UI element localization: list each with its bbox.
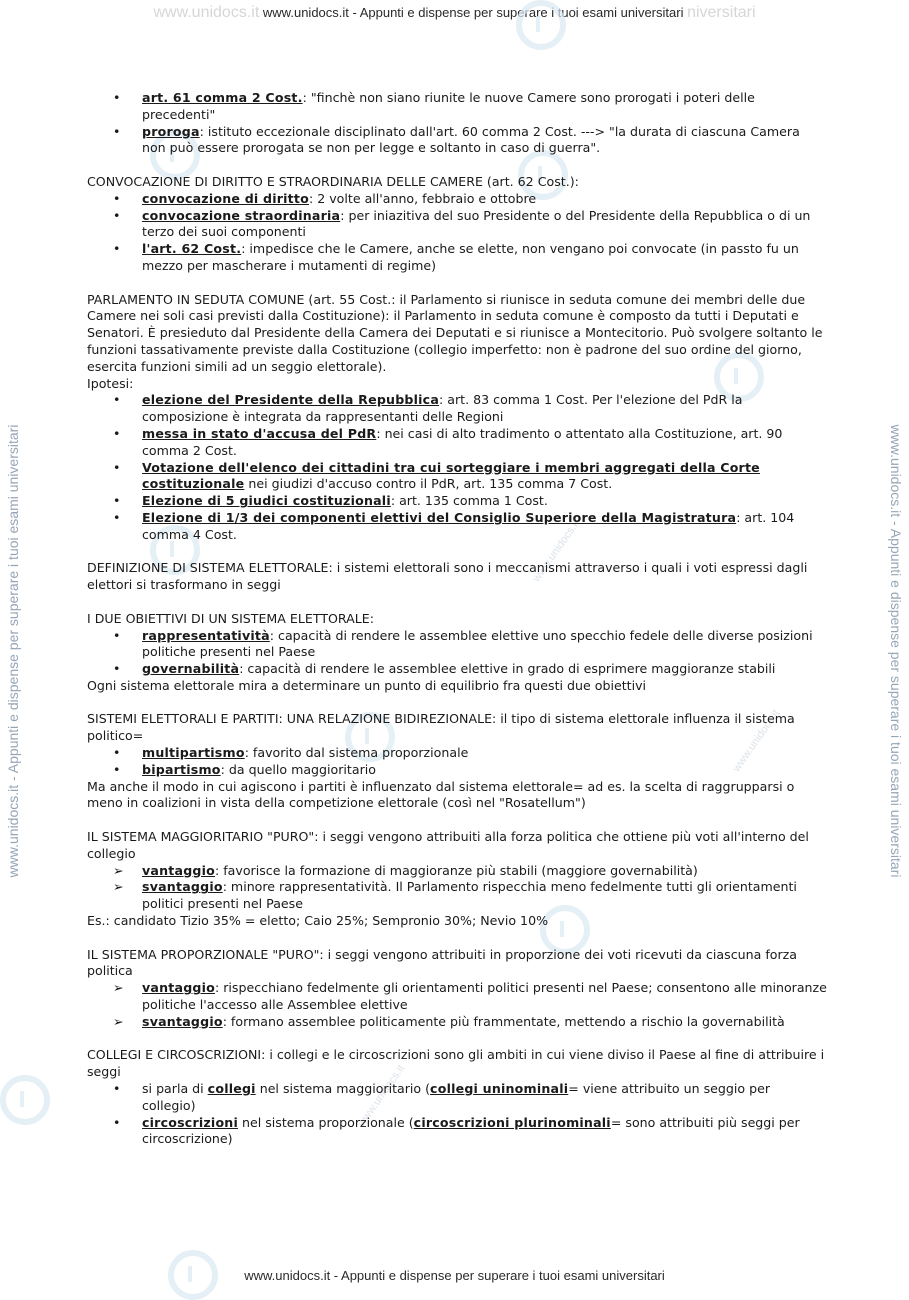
term: messa in stato d'accusa del PdR <box>142 425 377 441</box>
term: governabilità <box>142 661 240 677</box>
bullet-icon: • <box>113 207 121 223</box>
bullet-icon: • <box>113 745 121 761</box>
item-text: : nei casi di alto tradimento o attentato alla Costituzione, art. 90 comma 2 Cost. <box>142 425 783 458</box>
list-item <box>87 191 827 208</box>
paragraph: Ipotesi: <box>87 375 134 391</box>
bullet-icon: • <box>113 509 121 525</box>
bullet-icon: • <box>113 661 121 677</box>
term: art. 61 comma 2 Cost. <box>142 90 303 105</box>
watermark-footer <box>0 1268 909 1283</box>
watermark-ghost-right: niversitari <box>687 4 756 21</box>
paragraph-gap <box>87 157 827 174</box>
item-text: : minore rappresentatività. Il Parlamento rispecchia meno fedelmente tutti gli orientamenti politici presenti nel Paese <box>142 879 797 912</box>
term-underlined: collegi uninominali <box>430 1081 569 1097</box>
paragraph: Ogni sistema elettorale mira a determinare un punto di equilibrio fra questi due obiettivi <box>87 677 647 693</box>
term: Votazione dell'elenco dei cittadini tra cui sorteggiare i membri aggregati della Corte costituzionale <box>142 459 760 492</box>
paragraph: IL SISTEMA PROPORZIONALE "PURO": i seggi vengono attribuiti in proporzione dei voti ricevuti da ciascuna forza politica <box>87 946 797 979</box>
bullet-icon: • <box>113 190 121 206</box>
item-text: : art. 104 comma 4 Cost. <box>142 509 795 542</box>
watermark-side-right: www.unidocs.it - Appunti e dispense per superare i tuoi esami universitari <box>888 424 904 878</box>
bullet-list <box>87 745 827 779</box>
list-item <box>87 460 827 494</box>
term: elezione del Presidente della Repubblica <box>142 392 440 408</box>
list-item <box>87 863 827 880</box>
paragraph-gap <box>87 930 827 947</box>
bullet-icon: • <box>113 459 121 475</box>
bullet-list <box>87 863 827 913</box>
term: proroga <box>142 123 200 139</box>
term: Elezione di 1/3 dei componenti elettivi del Consiglio Superiore della Magistratura <box>142 509 737 525</box>
paragraph: Es.: candidato Tizio 35% = eletto; Caio 25%; Sempronio 30%; Nevio 10% <box>87 913 549 929</box>
watermark-header <box>0 4 909 22</box>
item-text: : "finchè non siano riunite le nuove Camere sono prorogati i poteri delle precedenti" <box>142 90 755 122</box>
list-item <box>87 392 827 426</box>
item-text: : favorito dal sistema proporzionale <box>244 745 469 761</box>
list-item <box>87 879 827 913</box>
bullet-icon: • <box>113 241 121 257</box>
paragraph-gap <box>87 812 827 829</box>
list-item <box>87 1081 827 1115</box>
bullet-icon: • <box>113 761 121 777</box>
list-item <box>87 1014 827 1031</box>
list-item <box>87 980 827 1014</box>
item-text: : art. 83 comma 1 Cost. Per l'elezione del PdR la composizione è integrata da rappresentanti delle Regioni <box>142 392 743 425</box>
bullet-list <box>87 980 827 1030</box>
list-item <box>87 628 827 662</box>
list-item <box>87 426 827 460</box>
paragraph: IL SISTEMA MAGGIORITARIO "PURO": i seggi vengono attribuiti alla forza politica che ottiene più voti all'interno del collegio <box>87 829 809 861</box>
term: vantaggio <box>142 980 215 996</box>
arrow-bullet-icon: ➢ <box>113 862 124 878</box>
list-item <box>87 208 827 242</box>
item-text: nel sistema maggioritario ( <box>255 1081 431 1097</box>
paragraph-gap <box>87 594 827 611</box>
list-item <box>87 241 827 275</box>
term: multipartismo <box>142 745 245 761</box>
term: svantaggio <box>142 1013 223 1029</box>
watermark-side-left: www.unidocs.it - Appunti e dispense per superare i tuoi esami universitari <box>5 424 21 878</box>
term: convocazione di diritto <box>142 190 309 206</box>
bullet-list <box>87 1081 827 1148</box>
bullet-list <box>87 392 827 543</box>
term: convocazione straordinaria <box>142 207 341 223</box>
item-text: : formano assemblee politicamente più frammentate, mettendo a rischio la governabilità <box>222 1013 785 1029</box>
paragraph: Ma anche il modo in cui agiscono i partiti è influenzato dal sistema elettorale= ad es. la scelta di raggrupparsi o meno in coalizioni in vista della competizione elettorale (così nel "Rosatellum") <box>87 778 795 811</box>
watermark-footer-text: www.unidocs.it - Appunti e dispense per superare i tuoi esami universitari <box>244 1268 665 1283</box>
term: svantaggio <box>142 879 223 895</box>
term-underlined: circoscrizioni <box>142 1114 238 1130</box>
bullet-list <box>87 191 827 275</box>
term: l'art. 62 Cost. <box>142 241 242 257</box>
bullet-icon: • <box>113 1081 121 1097</box>
bullet-icon: • <box>113 627 121 643</box>
item-text: : art. 135 comma 1 Cost. <box>390 493 548 509</box>
item-text: : capacità di rendere le assemblee elettive uno specchio fedele delle diverse posizioni politiche presenti nel Paese <box>142 627 813 660</box>
watermark-ghost-left: www.unidocs.it <box>153 4 260 21</box>
arrow-bullet-icon: ➢ <box>113 879 124 895</box>
watermark-logo-icon <box>168 1250 218 1300</box>
watermark-diagonal: www.unidocs.it <box>355 1062 408 1130</box>
paragraph: PARLAMENTO IN SEDUTA COMUNE (art. 55 Cost.: il Parlamento si riunisce in seduta comune dei membri delle due Camere nei soli casi previsti dalla Costituzione): il Parlamento in seduta comune è composto da tutti i Deputati e Senatori. È presieduto dal Presidente della Camera dei Deputati e si riunisce a Montecitorio. Può svolgere soltanto le funzioni tassativamente previste dalla Costituzione (collegio imperfetto: non è padrone del suo ordine del giorno, esercita funzioni simili ad un seggio elettorale). <box>87 291 823 374</box>
list-item <box>87 745 827 762</box>
watermark-logo-icon <box>516 0 566 50</box>
list-item <box>87 493 827 510</box>
arrow-bullet-icon: ➢ <box>113 980 124 996</box>
list-item <box>87 90 827 124</box>
bullet-icon: • <box>113 493 121 509</box>
watermark-header-text: www.unidocs.it - Appunti e dispense per superare i tuoi esami universitari <box>262 5 684 20</box>
bullet-icon: • <box>113 425 121 441</box>
list-item <box>87 661 827 678</box>
bullet-list <box>87 90 827 157</box>
item-text: : impedisce che le Camere, anche se elette, non vengano poi convocate (in passto fu un mezzo per mascherare i mutamenti di regime) <box>142 241 799 273</box>
document-body <box>87 90 827 1148</box>
list-item <box>87 510 827 544</box>
item-text: nel sistema proporzionale ( <box>237 1114 414 1130</box>
item-text: : capacità di rendere le assemblee elettive in grado di esprimere maggioranze stabili <box>239 661 776 677</box>
paragraph: COLLEGI E CIRCOSCRIZIONI: i collegi e le circoscrizioni sono gli ambiti in cui viene diviso il Paese al fine di attribuire i seggi <box>87 1047 825 1080</box>
item-text: : rispecchiano fedelmente gli orientamenti politici presenti nel Paese; consentono alle minoranze politiche l'accesso alle Assemblee elettive <box>142 980 827 1013</box>
paragraph: I DUE OBIETTIVI DI UN SISTEMA ELETTORALE: <box>87 610 374 626</box>
term-underlined: collegi <box>207 1081 256 1097</box>
paragraph-gap <box>87 1031 827 1048</box>
arrow-bullet-icon: ➢ <box>113 1013 124 1029</box>
watermark-logo-icon <box>0 1075 50 1125</box>
list-item <box>87 124 827 158</box>
item-text: si parla di <box>142 1081 208 1097</box>
term: Elezione di 5 giudici costituzionali <box>142 493 391 509</box>
term: rappresentatività <box>142 627 270 643</box>
item-text: : da quello maggioritario <box>220 761 376 777</box>
paragraph-gap <box>87 695 827 712</box>
item-text: : 2 volte all'anno, febbraio e ottobre <box>308 190 537 206</box>
bullet-icon: • <box>113 1114 121 1130</box>
list-item <box>87 762 827 779</box>
item-text: = sono attribuiti più seggi per circoscrizione) <box>142 1114 800 1147</box>
bullet-list <box>87 628 827 678</box>
paragraph: SISTEMI ELETTORALI E PARTITI: UNA RELAZIONE BIDIREZIONALE: il tipo di sistema elettorale influenza il sistema politico= <box>87 711 795 744</box>
bullet-icon: • <box>113 90 121 105</box>
paragraph: CONVOCAZIONE DI DIRITTO E STRAORDINARIA DELLE CAMERE (art. 62 Cost.): <box>87 173 579 189</box>
paragraph-gap <box>87 544 827 561</box>
item-text: = viene attribuito un seggio per collegio) <box>142 1081 771 1113</box>
item-text: : istituto eccezionale disciplinato dall'art. 60 comma 2 Cost. ---> "la durata di ciascuna Camera non può essere prorogata se non per legge e soltanto in caso di guerra". <box>142 123 800 156</box>
term: bipartismo <box>142 761 221 777</box>
watermark-diagonal: www.unidocs.it <box>730 707 783 775</box>
term: vantaggio <box>142 862 215 878</box>
bullet-icon: • <box>113 123 121 139</box>
item-text: : per iniazitiva del suo Presidente o del Presidente della Repubblica o di un terzo dei suoi componenti <box>142 207 811 240</box>
watermark-diagonal: www.unidocs.it <box>530 517 583 585</box>
paragraph: DEFINIZIONE DI SISTEMA ELETTORALE: i sistemi elettorali sono i meccanismi attraverso i quali i voti espressi dagli elettori si trasformano in seggi <box>87 560 808 593</box>
item-text: nei giudizi d'accuso contro il PdR, art. 135 comma 7 Cost. <box>244 476 613 492</box>
list-item <box>87 1115 827 1149</box>
term-underlined: circoscrizioni plurinominali <box>413 1114 611 1130</box>
bullet-icon: • <box>113 392 121 408</box>
item-text: : favorisce la formazione di maggioranze più stabili (maggiore governabilità) <box>215 862 698 878</box>
paragraph-gap <box>87 275 827 292</box>
